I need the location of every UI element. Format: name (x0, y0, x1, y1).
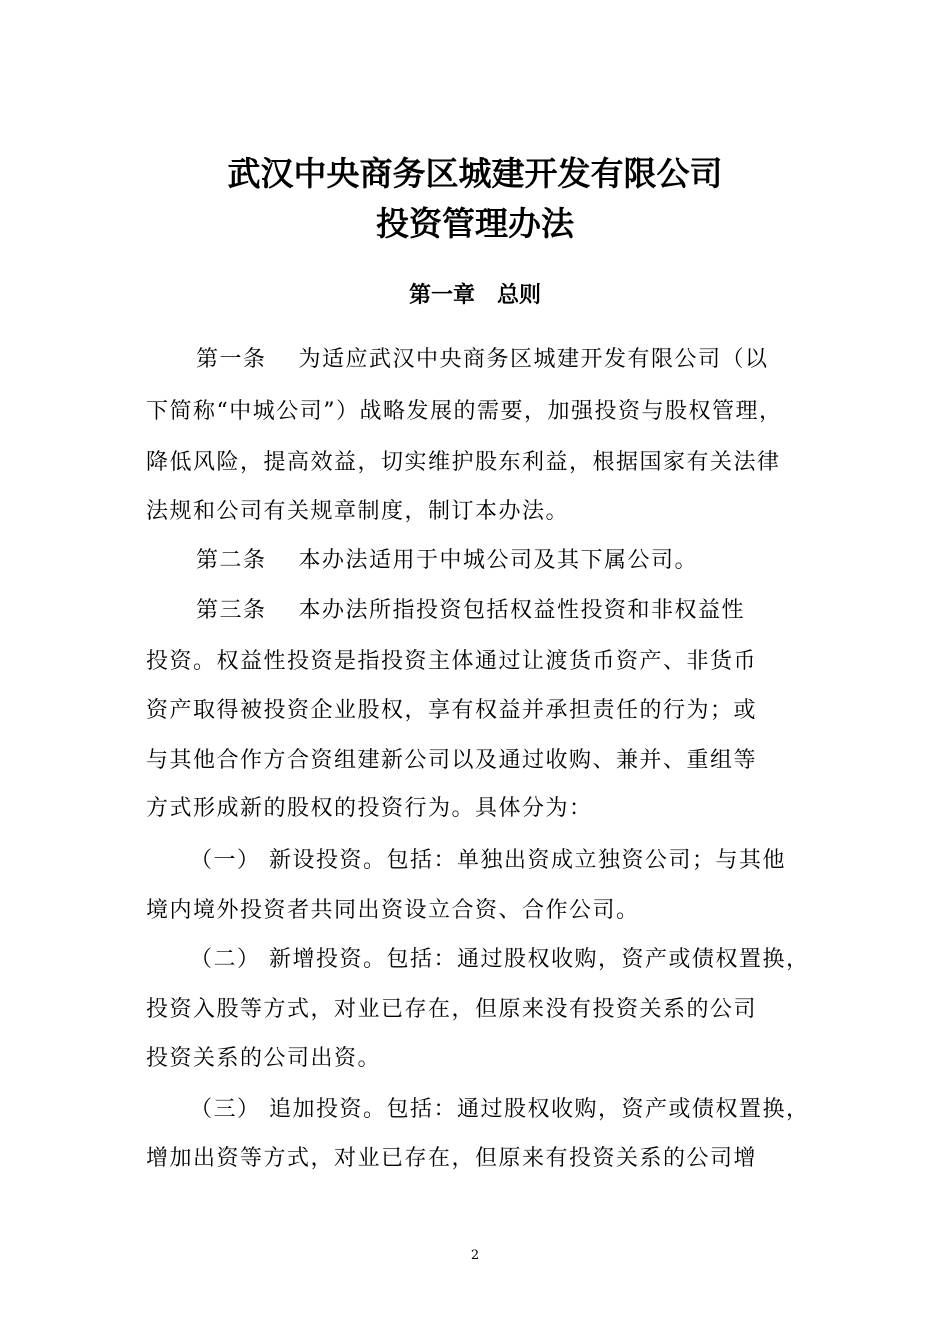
body-line: 法规和公司有关规章制度，制订本办法。 (146, 499, 570, 524)
body-line: 增加出资等方式，对业已存在，但原来有投资关系的公司增 (146, 1146, 758, 1171)
body-line: 投资入股等方式，对业已存在，但原来没有投资关系的公司 (146, 997, 758, 1022)
body-line: （二） 新增投资。包括：通过股权收购，资产或债权置换， (190, 947, 810, 972)
body-line: 投资。权益性投资是指投资主体通过让渡货币资产、非货币 (146, 649, 758, 674)
body-line: （一） 新设投资。包括：单独出资成立独资公司；与其他 (190, 848, 786, 873)
document-title-line-2: 投资管理办法 (376, 204, 574, 243)
body-line: 第二条 本办法适用于中城公司及其下属公司。 (196, 548, 698, 573)
document-title-line-1: 武汉中央商务区城建开发有限公司 (227, 154, 723, 193)
body-line: 与其他合作方合资组建新公司以及通过收购、兼并、重组等 (146, 748, 758, 773)
body-line: 第一条 为适应武汉中央商务区城建开发有限公司（以 (196, 347, 769, 372)
body-line: 降低风险，提高效益，切实维护股东利益，根据国家有关法律 (146, 450, 781, 475)
body-line: 投资关系的公司出资。 (146, 1046, 382, 1071)
body-line: 资产取得被投资企业股权，享有权益并承担责任的行为；或 (146, 698, 758, 723)
page-number: 2 (470, 1248, 480, 1263)
body-line: 第三条 本办法所指投资包括权益性投资和非权益性 (196, 598, 745, 623)
body-line: 下简称“中城公司”）战略发展的需要，加强投资与股权管理， (146, 399, 783, 424)
body-line: 方式形成新的股权的投资行为。具体分为： (146, 796, 593, 821)
chapter-heading: 第一章 总则 (408, 283, 541, 308)
body-line: 境内境外投资者共同出资设立合资、合作公司。 (146, 898, 640, 923)
body-line: （三） 追加投资。包括：通过股权收购，资产或债权置换， (190, 1097, 810, 1122)
